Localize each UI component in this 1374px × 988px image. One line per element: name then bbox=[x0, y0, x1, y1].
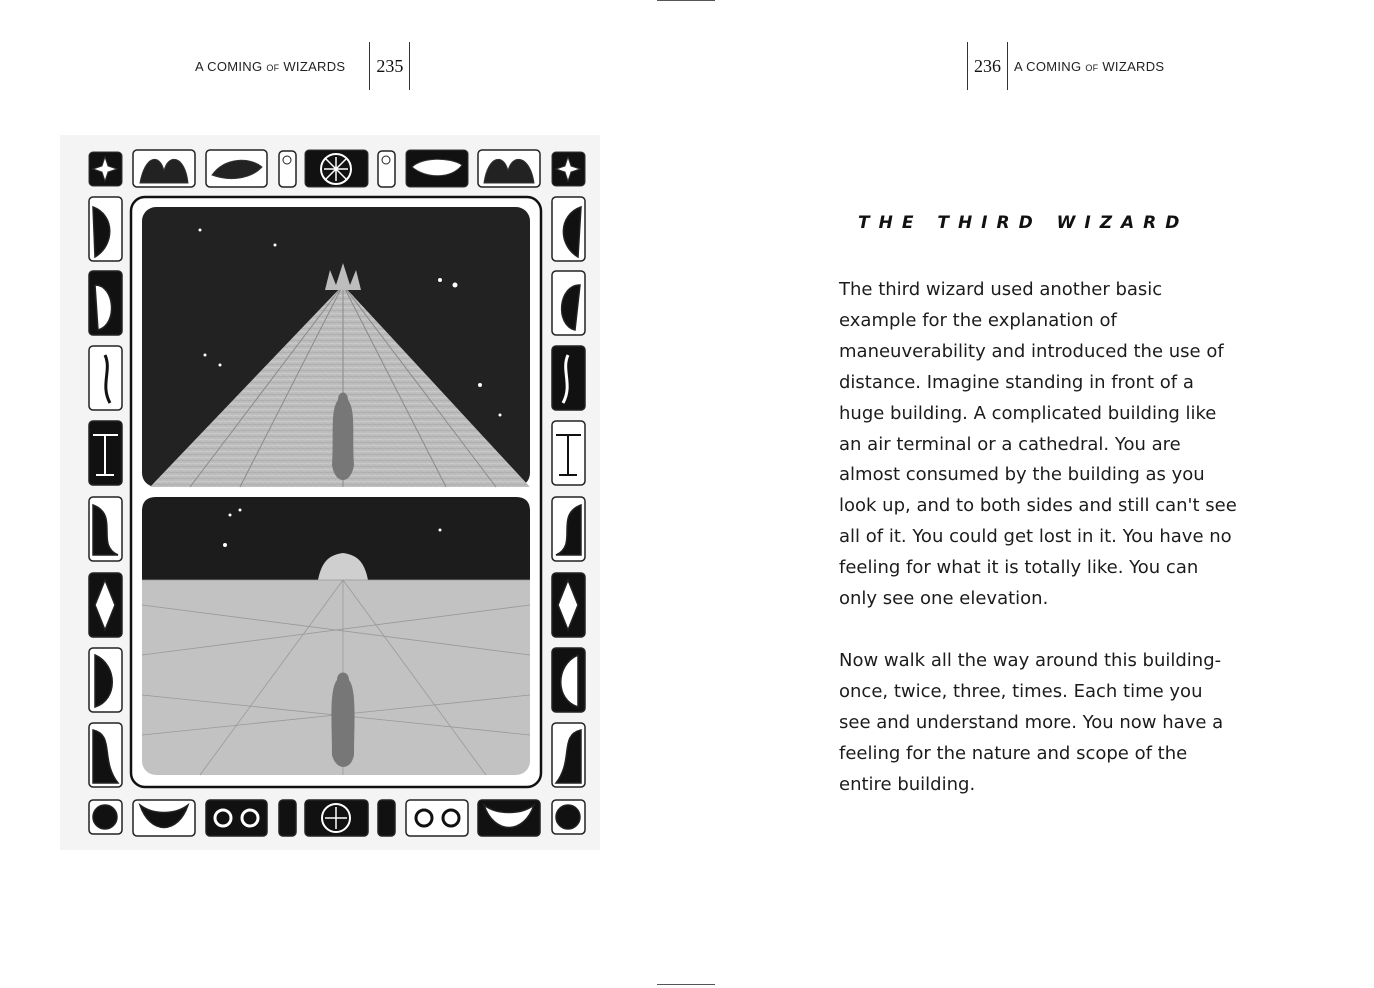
top-border-tiles bbox=[89, 150, 585, 187]
bottom-border-tiles bbox=[89, 800, 585, 836]
upper-panel bbox=[142, 207, 530, 487]
paragraph-2: Now walk all the way around this building- once, twice, three, times. Each time you see and understand more. You now have a feeling for the nature and scope of the entire building. bbox=[839, 649, 1224, 795]
gutter-mark-top bbox=[657, 0, 715, 1]
chapter-title: THE THIRD WIZARD bbox=[858, 213, 1189, 233]
left-running-head bbox=[195, 42, 410, 90]
body-text bbox=[839, 275, 1239, 832]
right-head-rule-b bbox=[1007, 42, 1008, 90]
right-page-number: 236 bbox=[974, 55, 1001, 76]
illustration-svg bbox=[60, 135, 600, 850]
left-page-number: 235 bbox=[376, 55, 404, 76]
left-border-tiles bbox=[89, 197, 122, 787]
gutter-mark-bottom bbox=[657, 984, 715, 985]
right-book-title: A COMING OF WIZARDS bbox=[1014, 58, 1165, 74]
left-head-rule-b bbox=[409, 42, 410, 90]
paragraph-1: The third wizard used another basic example for the explanation of maneuverability and introduced the use of distance. Imagine standing in front of a huge building. A complicated building like an air terminal or a cathedral. You are almost consumed by the building as you look up, and to both sides and still can't see all of it. You could get lost in it. You have no feeling for what it is totally like. You can only see one elevation. bbox=[839, 279, 1237, 610]
right-running-head bbox=[967, 42, 1164, 90]
zodiac-illustration bbox=[60, 135, 600, 850]
left-book-title: A COMING OF WIZARDS bbox=[195, 58, 346, 74]
lower-panel bbox=[142, 497, 530, 775]
right-border-tiles bbox=[552, 197, 585, 787]
